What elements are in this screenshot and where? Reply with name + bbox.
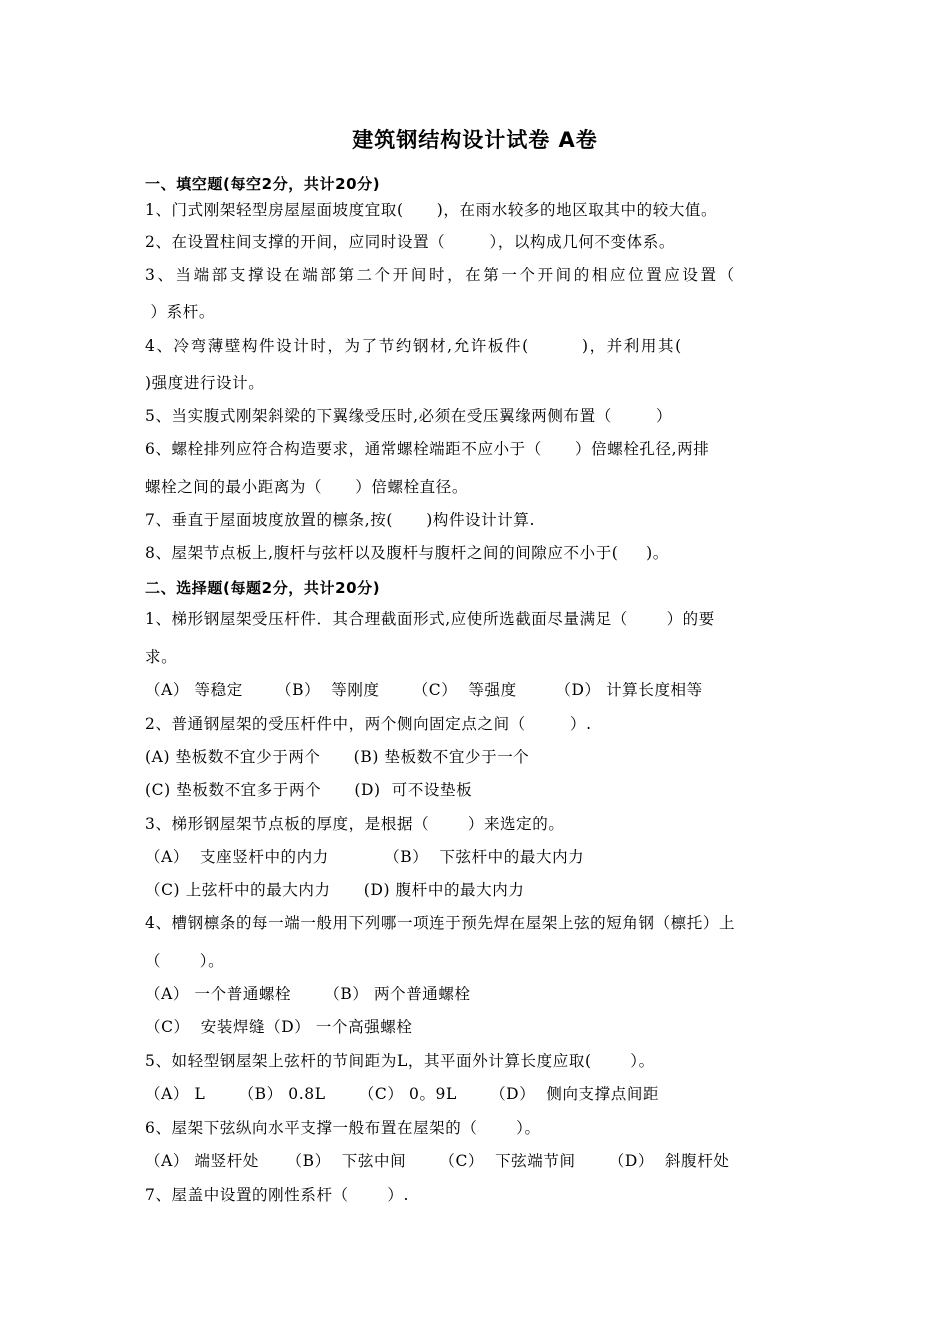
- section2-heading: 二、选择题(每题2分，共计20分): [145, 579, 381, 597]
- choice-4-options-a: （A） 一个普通螺栓 （B） 两个普通螺栓: [145, 985, 471, 1003]
- choice-2-options-b: (C) 垫板数不宜多于两个 (D) 可不设垫板: [145, 781, 473, 799]
- choice-question-1: 1、梯形钢屋架受压杆件．其合理截面形式,应使所选截面尽量满足（ ）的要: [145, 610, 715, 628]
- fill-question-6-cont: 螺栓之间的最小距离为（ ）倍螺栓直径。: [145, 478, 468, 496]
- choice-3-options-a: （A） 支座竖杆中的内力 （B） 下弦杆中的最大内力: [145, 848, 585, 866]
- choice-6-options: （A） 端竖杆处 （B） 下弦中间 （C） 下弦端节间 （D） 斜腹杆处: [145, 1152, 730, 1170]
- fill-question-7: 7、垂直于屋面坡度放置的檩条,按( )构件设计计算.: [145, 511, 535, 529]
- choice-4-options-b: （C） 安装焊缝（D） 一个高强螺栓: [145, 1018, 413, 1036]
- fill-question-4: 4、冷弯薄壁构件设计时，为了节约钢材,允许板件( )，并利用其(: [145, 337, 683, 355]
- fill-question-2: 2、在设置柱间支撑的开间，应同时设置（ ），以构成几何不变体系。: [145, 233, 675, 251]
- fill-question-5: 5、当实腹式刚架斜梁的下翼缘受压时,必须在受压翼缘两侧布置（ ）: [145, 407, 673, 425]
- choice-question-6: 6、屋架下弦纵向水平支撑一般布置在屋架的（ ）。: [145, 1119, 541, 1137]
- fill-question-1: 1、门式刚架轻型房屋屋面坡度宜取( )，在雨水较多的地区取其中的较大值。: [145, 201, 718, 219]
- fill-question-6: 6、螺栓排列应符合构造要求，通常螺栓端距不应小于（ ）倍螺栓孔径,两排: [145, 440, 710, 458]
- choice-3-options-b: （C) 上弦杆中的最大内力 (D) 腹杆中的最大内力: [145, 881, 525, 899]
- fill-question-4-cont: )强度进行设计。: [145, 374, 265, 392]
- fill-question-3-cont: ）系杆。: [145, 303, 215, 321]
- choice-question-2: 2、普通钢屋架的受压杆件中，两个侧向固定点之间（ ）.: [145, 715, 592, 733]
- choice-5-options: （A） L （B） 0.8L （C） 0。9L （D） 侧向支撑点间距: [145, 1085, 660, 1103]
- section1-heading: 一、填空题(每空2分，共计20分): [145, 175, 381, 193]
- exam-title: 建筑钢结构设计试卷 A卷: [352, 128, 598, 152]
- fill-question-3: 3、当端部支撑设在端部第二个开间时，在第一个开间的相应位置应设置（: [145, 266, 737, 284]
- choice-1-options: （A） 等稳定 （B） 等刚度 （C） 等强度 （D） 计算长度相等: [145, 681, 703, 699]
- fill-question-8: 8、屋架节点板上,腹杆与弦杆以及腹杆与腹杆之间的间隙应不小于( )。: [145, 544, 669, 562]
- choice-2-options-a: (A) 垫板数不宜少于两个 (B) 垫板数不宜少于一个: [145, 748, 530, 766]
- choice-question-3: 3、梯形钢屋架节点板的厚度，是根据（ ）来选定的。: [145, 815, 565, 833]
- choice-question-7: 7、屋盖中设置的刚性系杆（ ）.: [145, 1186, 409, 1204]
- choice-question-4: 4、槽钢檩条的每一端一般用下列哪一项连于预先焊在屋架上弦的短角钢（檩托）上: [145, 914, 736, 932]
- choice-question-4-cont: （ ）。: [145, 952, 225, 970]
- choice-question-5: 5、如轻型钢屋架上弦杆的节间距为L，其平面外计算长度应取( ）。: [145, 1052, 655, 1070]
- choice-question-1-cont: 求。: [145, 648, 178, 666]
